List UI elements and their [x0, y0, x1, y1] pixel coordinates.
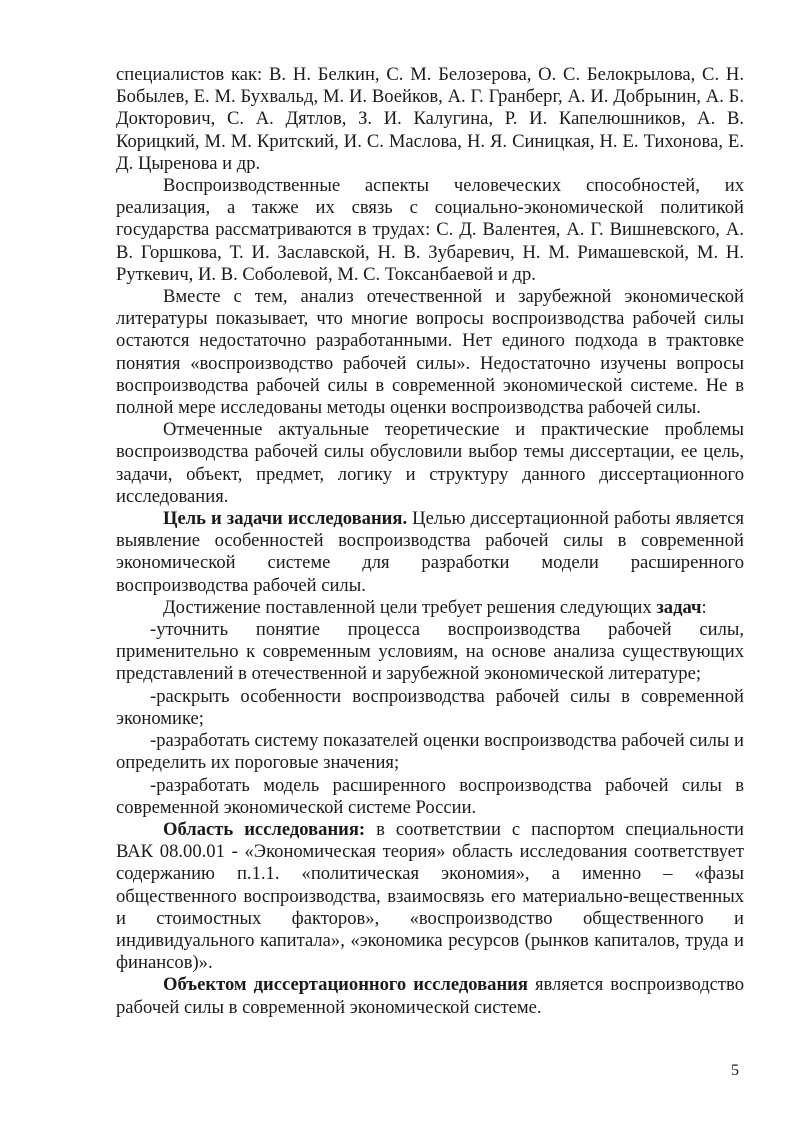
paragraph-research-area — [116, 819, 744, 974]
paragraph-literature-analysis: Вместе с тем, анализ отечественной и зарубежной экономической литературы показывает, что многие вопросы воспроизводства рабочей силы остаются недостаточно разработанными. Нет единого подхода в трактовке понятия «воспроизводство рабочей силы». Недостаточно изучены вопросы воспроизводства рабочей силы в современной экономической системе. Не в полной мере исследованы методы оценки воспроизводства рабочей силы. — [116, 286, 744, 419]
task-item-2: -раскрыть особенности воспроизводства рабочей силы в современной экономике; — [116, 685, 744, 729]
paragraph-research-object — [116, 974, 744, 1018]
paragraph-tasks-intro — [116, 597, 744, 619]
goal-text: Целью диссертационной работы является выявление особенностей воспроизводства рабочей силы в современной экономической системе для разработки модели расширенного воспроизводства рабочей силы. — [116, 508, 744, 596]
tasks-intro-colon: : — [701, 596, 707, 618]
paragraph-authors-list: специалистов как: В. Н. Белкин, С. М. Белозерова, О. С. Белокрылова, С. Н. Бобылев, Е. М. Бухвальд, М. И. Воейков, А. Г. Гранберг, А. И. Добрынин, А. Б. Докторович, С. А. Дятлов, З. И. Калугина, Р. И. Капелюшников, А. В. Корицкий, М. М. Критский, И. С. Маслова, Н. Я. Синицкая, Н. Е. Тихонова, Е. Д. Цыренова и др. — [116, 64, 744, 174]
tasks-keyword: задач — [656, 596, 702, 618]
heading-research-area: Область исследования: — [163, 818, 366, 840]
document-body — [116, 64, 744, 1019]
paragraph-reproduction-aspects: Воспроизводственные аспекты человеческих способностей, их реализация, а также их связь с социально-экономической политикой государства рассматриваются в трудах: С. Д. Валентея, А. Г. Вишневского, А. В. Горшкова, Т. И. Заславской, Н. В. Зубаревич, Н. М. Римашевской, М. Н. Руткевич, И. В. Соболевой, М. С. Токсанбаевой и др. — [116, 175, 744, 285]
task-item-1: -уточнить понятие процесса воспроизводства рабочей силы, применительно к современным условиям, на основе анализа существующих представлений в отечественной и зарубежной экономической литературе; — [116, 619, 744, 685]
page-number: 5 — [731, 1062, 739, 1079]
heading-research-object: Объектом диссертационного исследования — [163, 974, 528, 996]
tasks-intro-text: Достижение поставленной цели требует решения следующих — [163, 596, 657, 618]
research-object-text: является воспроизводство рабочей силы в современной экономической системе. — [116, 974, 744, 1018]
heading-goal-and-tasks: Цель и задачи исследования. — [163, 508, 408, 530]
paragraph-goal — [116, 508, 744, 597]
task-item-3: -разработать систему показателей оценки воспроизводства рабочей силы и определить их пороговые значения; — [116, 730, 744, 774]
task-item-4: -разработать модель расширенного воспроизводства рабочей силы в современной экономической системе России. — [116, 774, 744, 818]
research-area-text: в соответствии с паспортом специальности ВАК 08.00.01 - «Экономическая теория» область исследования соответствует содержанию п.1.1. «политическая экономия», а именно – «фазы общественного воспроизводства, взаимосвязь его материально-вещественных и стоимостных факторов», «воспроизводство общественного и индивидуального капитала», «экономика ресурсов (рынков капиталов, труда и финансов)». — [116, 818, 744, 974]
paragraph-topic-choice: Отмеченные актуальные теоретические и практические проблемы воспроизводства рабочей силы обусловили выбор темы диссертации, ее цель, задачи, объект, предмет, логику и структуру данного диссертационного исследования. — [116, 419, 744, 507]
